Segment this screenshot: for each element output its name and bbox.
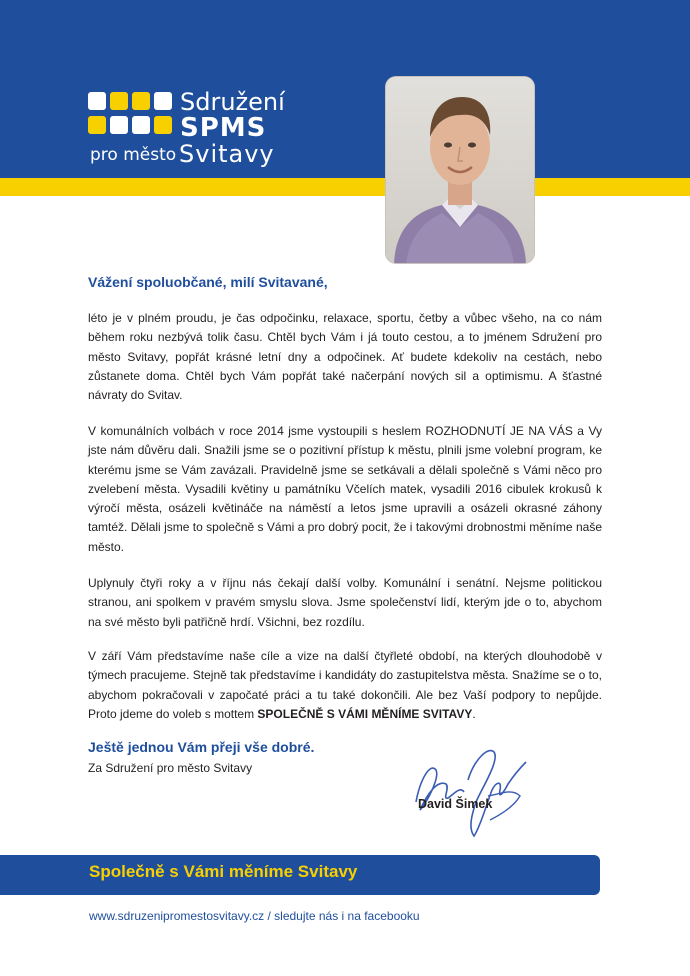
footer-links: www.sdruzenipromestosvitavy.cz / sledujte nás i na facebooku xyxy=(89,909,420,923)
handwritten-signature-icon xyxy=(408,740,538,840)
letter-greeting: Vážení spoluobčané, milí Svitavané, xyxy=(88,274,328,290)
logo-word-spms: SPMS xyxy=(180,113,267,143)
logo-word-sdruzeni: Sdružení xyxy=(180,88,285,116)
letter-closing: Ještě jednou Vám přeji vše dobré. xyxy=(88,739,315,755)
slogan-banner xyxy=(0,855,600,895)
logo-word-pro-mesto: pro město xyxy=(90,145,177,165)
paragraph-2-text-end: a Vy jste nám důvěru dali. Snažili jsme se o pozitivní přístup k městu, plnili jsme volební program, ke kterému jsme se Vám zavázali. Pravidelně jsme se setkávali a dělali společně s Vámi něco pro zvelebení města. Vysadili květiny u památníku Včelích matek, vysadili 2016 cibulek krokusů k výročí města, osázeli květináče na náměstí a letos jsme upravili a osázeli okrasné záhony tamtéž. Dělali jsme to společně s Vámi a pro dobrý pocit, že i takovými drobnostmi měníme naše město. xyxy=(88,424,602,554)
header-accent-stripe xyxy=(0,178,690,196)
letter-paragraph-2 xyxy=(88,422,602,557)
slogan-2014: ROZHODNUTÍ JE NA VÁS xyxy=(425,424,573,438)
portrait-photo xyxy=(386,77,534,263)
on-behalf-line: Za Sdružení pro město Svitavy xyxy=(88,761,253,775)
logo-squares-icon xyxy=(88,92,174,134)
banner-slogan: Společně s Vámi měníme Svitavy xyxy=(89,862,358,881)
paragraph-4-text-start: V září Vám představíme naše cíle a vize na další čtyřleté období, na kterých dlouhodobě v týmech pracujeme. Stejně tak představíme i kandidáty do zastupitelstva města. Snažíme se o to, abychom pokračovali v započaté práci a tu také dokončili. Ale bez Vaší podpory to nepůjde. Proto jdeme do voleb s mottem xyxy=(88,649,602,721)
letter-paragraph-4 xyxy=(88,647,602,724)
paragraph-4-text-end: . xyxy=(472,706,476,721)
paragraph-2-text-start: V komunálních volbách v roce 2014 jsme vystoupili s heslem xyxy=(88,424,426,438)
spms-logo xyxy=(88,88,298,178)
signer-name: David Šimek xyxy=(418,797,493,811)
portrait-illustration xyxy=(386,77,534,263)
logo-word-svitavy: Svitavy xyxy=(179,140,275,168)
letter-paragraph-3: Uplynuly čtyři roky a v říjnu nás čekají další volby. Komunální i senátní. Nejsme politickou stranou, ani spolkem v pravém smyslu slova. Jsme společenství lidí, kterým jde o to, abychom na své město byli patřičně hrdí. Všichni, bez rozdílu. xyxy=(88,576,602,629)
campaign-motto: SPOLEČNĚ S VÁMI MĚNÍME SVITAVY xyxy=(257,706,473,721)
letter-paragraph-1: léto je v plném proudu, je čas odpočinku, relaxace, sportu, četby a vůbec všeho, na co nám během roku nezbývá tolik času. Chtěl bych Vám i já touto cestou, a to jménem Sdružení pro město Svitavy, popřát krásné letní dny a odpočinek. Ať budete kdekoliv na cestách, nebo zůstanete doma. Chtěl bych Vám popřát také načerpání nových sil a optimismu. A šťastné návraty do Svitav. xyxy=(88,311,602,403)
